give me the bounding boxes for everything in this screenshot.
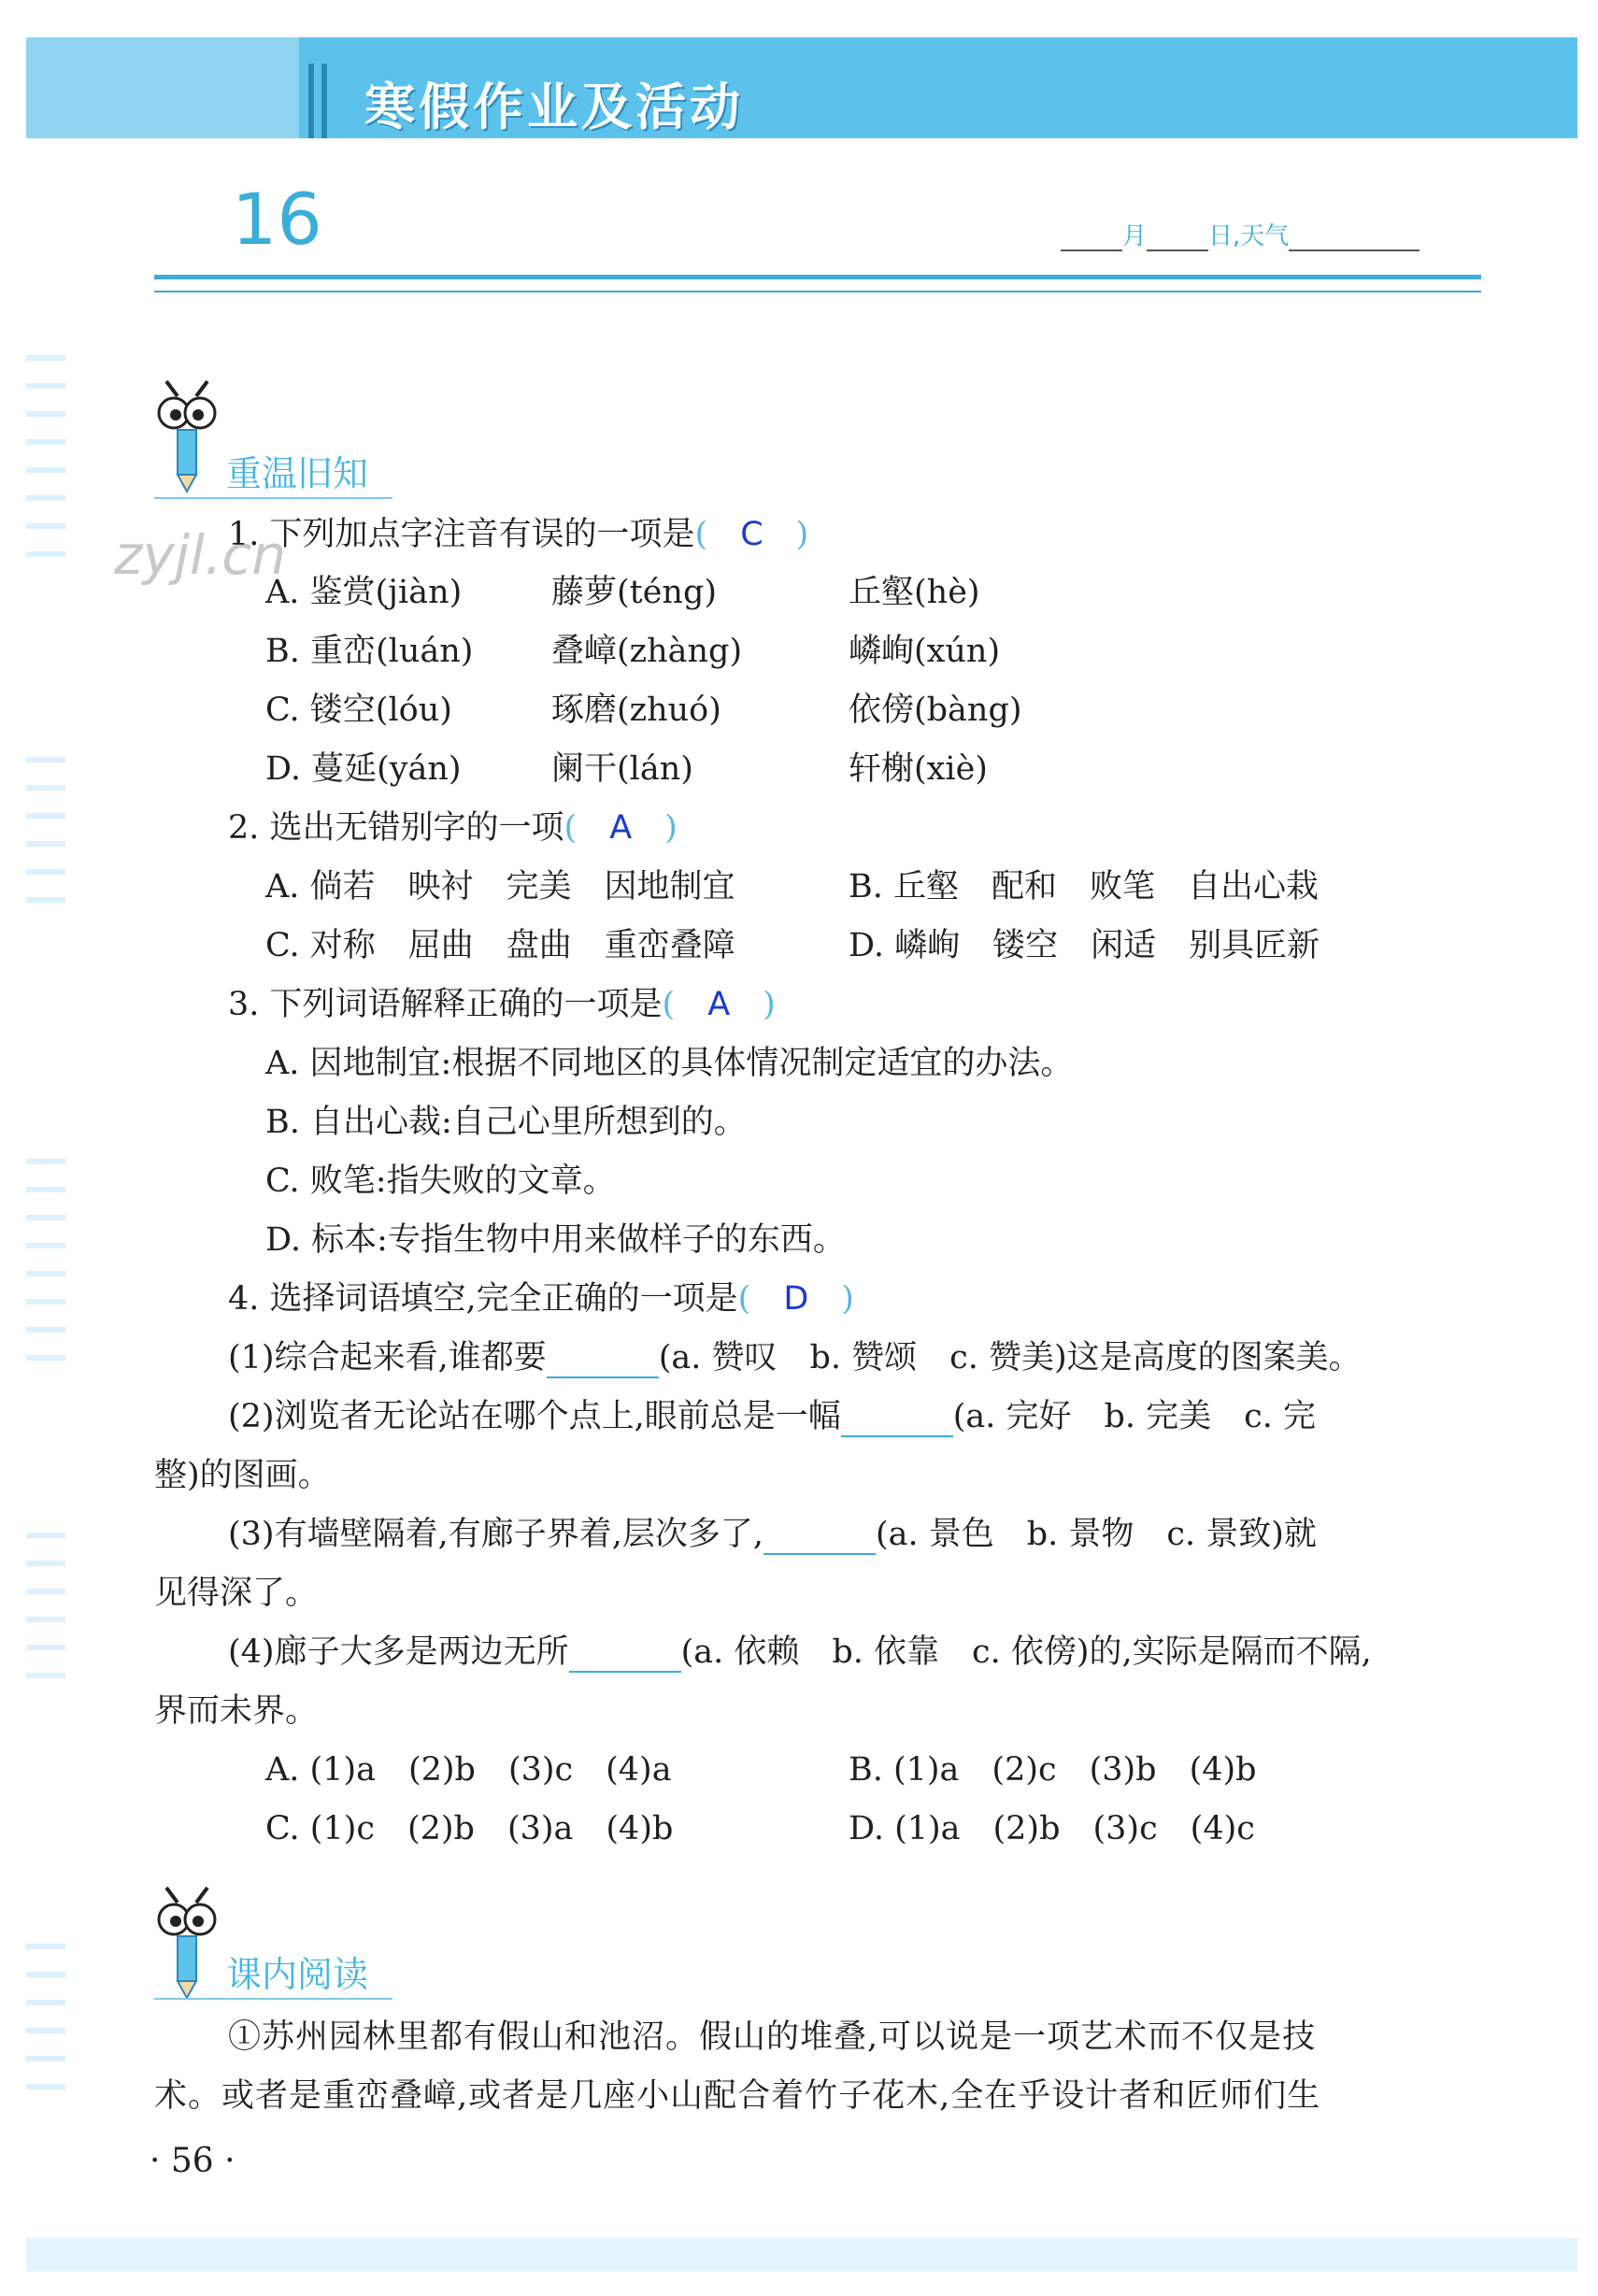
q4-sentence-2: (2)浏览者无论站在哪个点上,眼前总是一幅 (a. 完好 b. 完美 c. 完 xyxy=(228,1398,1317,1435)
q1-option: 嶙峋(xún) xyxy=(849,633,1001,670)
header-bars xyxy=(308,64,346,138)
header-band-left xyxy=(26,37,299,138)
date-weather-line: 月 日,天气 xyxy=(1061,217,1420,251)
q4-answer: D xyxy=(783,1280,809,1318)
fill-blank[interactable] xyxy=(841,1402,953,1437)
section-rule xyxy=(154,497,392,499)
q4-sentence-4-cont: 界而未界。 xyxy=(154,1692,319,1730)
header-rule-thin xyxy=(154,291,1481,292)
q4-sentence-2-cont: 整)的图画。 xyxy=(154,1457,331,1494)
page-number: · 56 · xyxy=(150,2142,235,2180)
q4-choice: B. (1)a (2)c (3)b (4)b xyxy=(849,1751,1257,1789)
q4-sentence-1: (1)综合起来看,谁都要 (a. 赞叹 b. 赞颂 c. 赞美)这是高度的图案美。 xyxy=(228,1339,1362,1376)
q3-option: A. 因地制宜:根据不同地区的具体情况制定适宜的办法。 xyxy=(265,1045,1074,1082)
q2-answer: A xyxy=(609,809,633,847)
q4-choice: D. (1)a (2)b (3)c (4)c xyxy=(849,1810,1255,1847)
q2-option: D. 嶙峋 镂空 闲适 别具匠新 xyxy=(849,927,1320,964)
q3-option: C. 败笔:指失败的文章。 xyxy=(265,1162,616,1200)
q1-option: A. 鉴赏(jiàn) xyxy=(265,574,463,611)
q3-answer: A xyxy=(707,986,731,1023)
q3-option: D. 标本:专指生物中用来做样子的东西。 xyxy=(265,1221,846,1259)
section-title-reading: 课内阅读 xyxy=(226,1954,369,1995)
weather-label: 天气 xyxy=(1240,222,1290,250)
q2-option: A. 倘若 映衬 完美 因地制宜 xyxy=(265,868,735,906)
q2-option: C. 对称 屈曲 盘曲 重峦叠障 xyxy=(265,927,735,964)
section-rule xyxy=(154,1998,392,2000)
watermark: zyjl.cn xyxy=(114,523,287,587)
q1-option: 阑干(lán) xyxy=(551,750,693,788)
fill-blank[interactable] xyxy=(569,1637,681,1673)
q1-option: 丘壑(hè) xyxy=(849,574,980,611)
q1-option: 藤萝(téng) xyxy=(551,574,718,611)
month-label: 月 xyxy=(1122,222,1148,250)
q1-stem: 1. 下列加点字注音有误的一项是( C ) xyxy=(228,516,809,553)
q2-option: B. 丘壑 配和 败笔 自出心栽 xyxy=(849,868,1319,906)
q4-sentence-3-cont: 见得深了。 xyxy=(154,1575,319,1612)
q3-stem: 3. 下列词语解释正确的一项是( A ) xyxy=(228,986,776,1023)
pencil-mascot-icon xyxy=(150,1880,224,2002)
q2-stem: 2. 选出无错别字的一项( A ) xyxy=(228,809,678,847)
q4-choice: A. (1)a (2)b (3)c (4)a xyxy=(265,1751,672,1789)
q1-option: 琢磨(zhuó) xyxy=(551,692,721,729)
q4-stem: 4. 选择词语填空,完全正确的一项是( D ) xyxy=(228,1280,854,1318)
fill-blank[interactable] xyxy=(763,1519,876,1555)
q1-option: C. 镂空(lóu) xyxy=(265,692,452,729)
q1-option: 轩榭(xiè) xyxy=(849,750,988,788)
q1-option: 依傍(bàng) xyxy=(849,692,1022,729)
fill-blank[interactable] xyxy=(547,1343,659,1378)
q4-sentence-3: (3)有墙壁隔着,有廊子界着,层次多了, (a. 景色 b. 景物 c. 景致)就 xyxy=(228,1516,1317,1553)
q1-answer: C xyxy=(740,516,763,553)
day-label: 日 xyxy=(1208,222,1234,250)
q1-option: 叠嶂(zhàng) xyxy=(551,633,743,670)
q4-sentence-4: (4)廊子大多是两边无所 (a. 依赖 b. 依靠 c. 依傍)的,实际是隔而不隔, xyxy=(228,1633,1372,1671)
lesson-number: 16 xyxy=(232,178,322,261)
header-title: 寒假作业及活动 xyxy=(364,78,744,136)
q4-choice: C. (1)c (2)b (3)a (4)b xyxy=(265,1810,674,1847)
header-rule xyxy=(154,275,1481,279)
pencil-mascot-icon xyxy=(150,374,224,495)
q3-option: B. 自出心裁:自己心里所想到的。 xyxy=(265,1104,747,1141)
q1-option: D. 蔓延(yán) xyxy=(265,750,462,788)
footer-band xyxy=(26,2238,1577,2272)
section-title-review: 重温旧知 xyxy=(226,453,369,494)
reading-line: ①苏州园林里都有假山和池沼。假山的堆叠,可以说是一项艺术而不仅是技 xyxy=(228,2018,1317,2056)
q1-option: B. 重峦(luán) xyxy=(265,633,474,670)
reading-line: 术。或者是重峦叠嶂,或者是几座小山配合着竹子花木,全在乎设计者和匠师们生 xyxy=(154,2077,1321,2115)
